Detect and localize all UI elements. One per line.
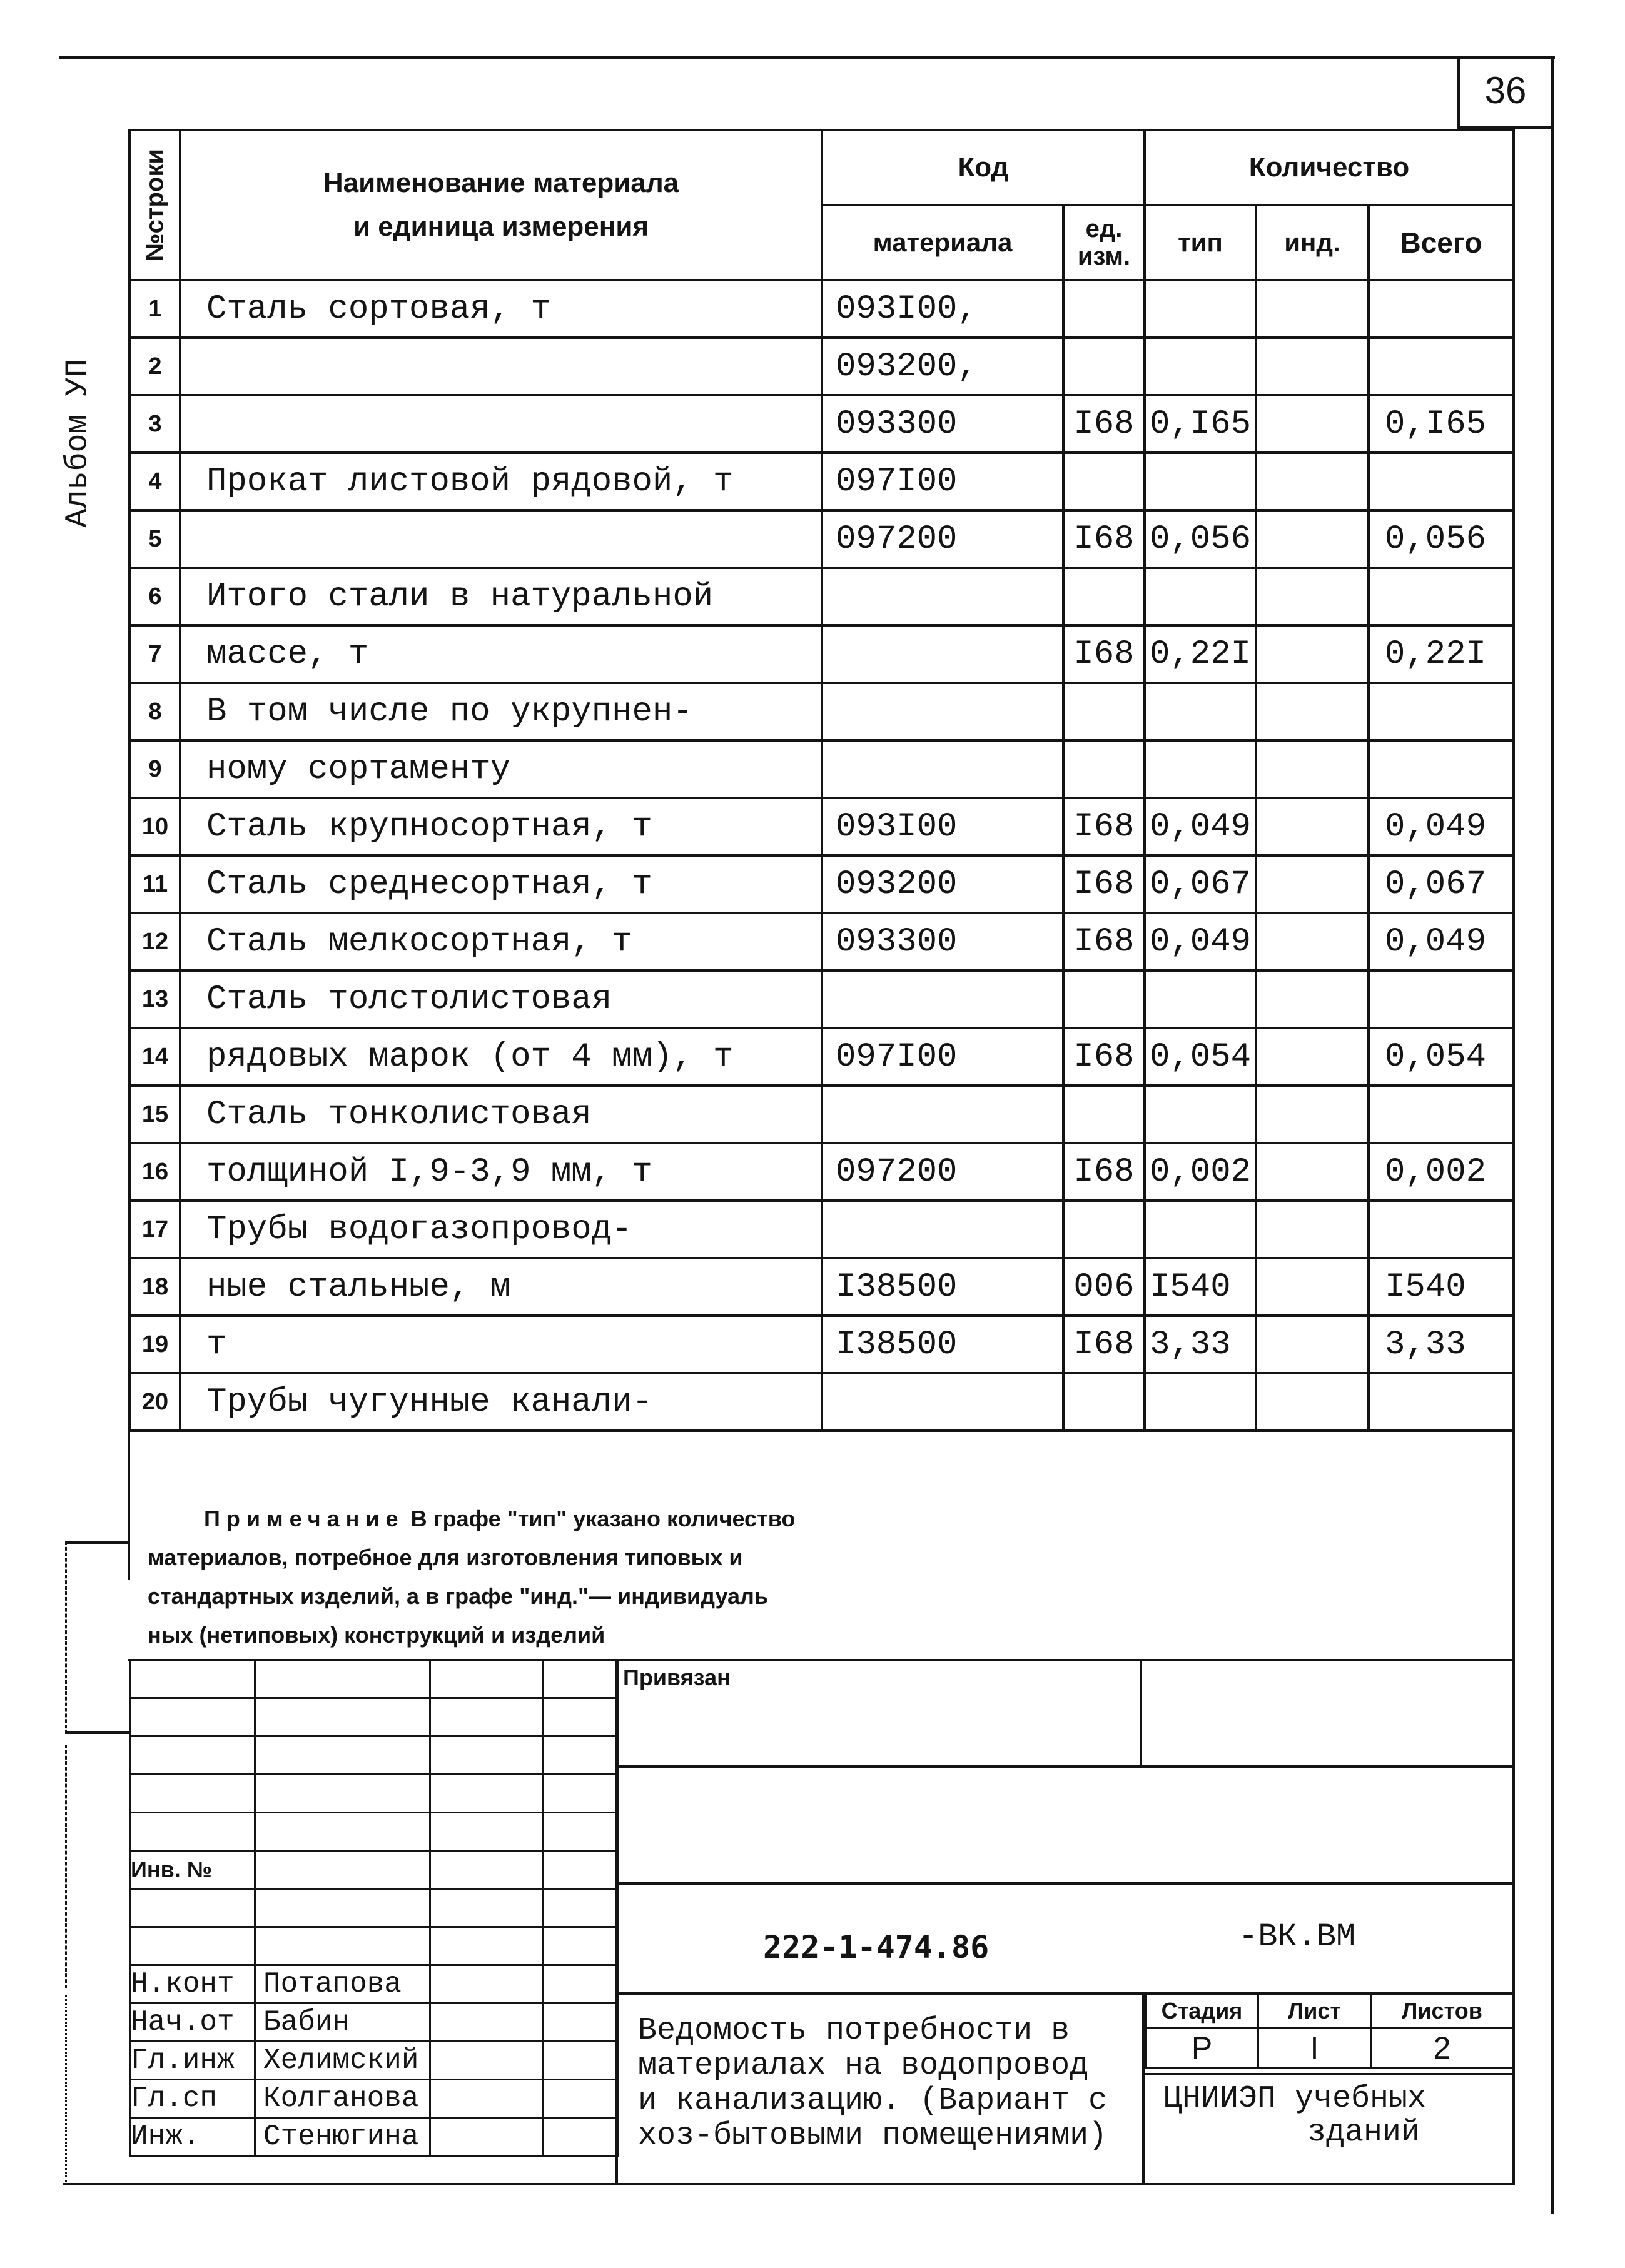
signature-grid-row xyxy=(130,2118,618,2156)
row-name: толщиной I,9-3,9 мм, т xyxy=(180,1143,822,1201)
row-code: I38500 xyxy=(822,1258,1063,1316)
row-name: ному сортаменту xyxy=(180,740,822,798)
signature-role: Нач.от xyxy=(130,2003,255,2042)
row-qty-type xyxy=(1145,1201,1256,1258)
row-code: 093300 xyxy=(822,395,1063,453)
sheet-label: Лист xyxy=(1258,1993,1371,2029)
row-unit: I68 xyxy=(1063,1028,1145,1086)
signature-name: Колганова xyxy=(255,2080,430,2118)
row-number: 12 xyxy=(130,913,180,970)
row-qty-total: 3,33 xyxy=(1369,1316,1514,1373)
row-qty-ind xyxy=(1256,395,1369,453)
note-label: Примечание xyxy=(204,1506,405,1531)
code-top-line xyxy=(617,1882,1512,1885)
signature-name: Потапова xyxy=(255,1965,430,2003)
signature-grid-cell xyxy=(130,1927,255,1965)
table-row xyxy=(130,1028,1514,1086)
table-row xyxy=(130,683,1514,740)
signature-grid-cell xyxy=(543,1660,618,1698)
signature-grid-row xyxy=(130,1965,618,2003)
row-name xyxy=(180,510,822,568)
signature-name: Хелимский xyxy=(255,2042,430,2080)
header-material-name xyxy=(180,130,822,280)
note-block xyxy=(148,1499,1086,1655)
row-qty-total xyxy=(1369,568,1514,625)
signature-grid xyxy=(129,1659,619,2157)
row-unit xyxy=(1063,1201,1145,1258)
row-number: 18 xyxy=(130,1258,180,1316)
table-row xyxy=(130,395,1514,453)
row-name xyxy=(180,338,822,395)
row-qty-total: 0,I65 xyxy=(1369,395,1514,453)
signature-grid-row xyxy=(130,1813,618,1851)
row-qty-total: 0,067 xyxy=(1369,855,1514,913)
signature-grid-cell xyxy=(543,1851,618,1889)
signature-grid-cell xyxy=(430,2080,543,2118)
row-qty-total xyxy=(1369,338,1514,395)
row-qty-total xyxy=(1369,1201,1514,1258)
left-margin-line xyxy=(65,1745,67,1988)
signature-name: Стенюгина xyxy=(255,2118,430,2156)
page-number: 36 xyxy=(1484,69,1527,111)
row-qty-total xyxy=(1369,1373,1514,1431)
signature-grid-row xyxy=(130,2080,618,2118)
signature-grid-cell xyxy=(130,1698,255,1736)
row-code xyxy=(822,625,1063,683)
table-row xyxy=(130,1201,1514,1258)
doc-code: 222-1-474.86 xyxy=(763,1929,990,1965)
org-name xyxy=(1163,2082,1426,2150)
row-qty-type xyxy=(1145,970,1256,1028)
left-margin-box-2 xyxy=(65,1995,129,2182)
row-qty-ind xyxy=(1256,1143,1369,1201)
table-row xyxy=(130,798,1514,855)
row-qty-type: 0,049 xyxy=(1145,798,1256,855)
sheet-value: I xyxy=(1258,2029,1371,2068)
row-qty-ind xyxy=(1256,798,1369,855)
header-code: Код xyxy=(822,130,1145,205)
signature-grid-cell xyxy=(430,1965,543,2003)
row-code xyxy=(822,1373,1063,1431)
table-row xyxy=(130,1258,1514,1316)
attached-label: Привязан xyxy=(623,1665,731,1690)
row-code: 093200, xyxy=(822,338,1063,395)
row-qty-type: 0,049 xyxy=(1145,913,1256,970)
header-unit-line1: ед. xyxy=(1085,215,1123,243)
table-row xyxy=(130,338,1514,395)
signature-grid-cell xyxy=(543,2080,618,2118)
row-unit xyxy=(1063,280,1145,338)
signature-grid-cell xyxy=(130,1813,255,1851)
signature-grid-row xyxy=(130,1698,618,1736)
row-number: 3 xyxy=(130,395,180,453)
row-number: 7 xyxy=(130,625,180,683)
row-number: 20 xyxy=(130,1373,180,1431)
header-qty-ind: инд. xyxy=(1256,205,1369,280)
header-name-line1: Наименование материала xyxy=(323,168,679,198)
attached-bottom-line xyxy=(617,1765,1512,1768)
row-number: 2 xyxy=(130,338,180,395)
row-unit xyxy=(1063,970,1145,1028)
inv-label: Инв. № xyxy=(130,1851,255,1889)
row-unit xyxy=(1063,1086,1145,1143)
row-qty-ind xyxy=(1256,855,1369,913)
row-qty-type xyxy=(1145,740,1256,798)
row-name: т xyxy=(180,1316,822,1373)
signature-grid-cell xyxy=(130,1660,255,1698)
signature-grid-cell xyxy=(255,1927,430,1965)
header-unit-line2: изм. xyxy=(1077,243,1131,270)
row-qty-ind xyxy=(1256,1316,1369,1373)
row-number: 10 xyxy=(130,798,180,855)
row-qty-total: 0,054 xyxy=(1369,1028,1514,1086)
row-code: 093200 xyxy=(822,855,1063,913)
note-line1 xyxy=(148,1499,1086,1538)
row-unit: 006 xyxy=(1063,1258,1145,1316)
signature-grid-cell xyxy=(430,1660,543,1698)
row-qty-type xyxy=(1145,453,1256,510)
signature-grid-cell xyxy=(130,1889,255,1927)
signature-grid-cell xyxy=(255,1736,430,1775)
row-qty-type xyxy=(1145,1086,1256,1143)
attached-divider xyxy=(1140,1659,1142,1767)
row-qty-type xyxy=(1145,338,1256,395)
table-row xyxy=(130,1316,1514,1373)
row-code xyxy=(822,970,1063,1028)
row-number: 8 xyxy=(130,683,180,740)
row-unit: I68 xyxy=(1063,1143,1145,1201)
materials-table xyxy=(129,129,1515,1432)
row-name: Сталь сортовая, т xyxy=(180,280,822,338)
table-row xyxy=(130,568,1514,625)
note-line3: стандартных изделий, а в графе "инд."— индивидуаль xyxy=(148,1583,769,1609)
note-line4: ных (нетиповых) конструкций и изделий xyxy=(148,1622,605,1648)
signature-grid-cell xyxy=(430,1813,543,1851)
row-qty-total xyxy=(1369,280,1514,338)
row-qty-total xyxy=(1369,453,1514,510)
row-number: 11 xyxy=(130,855,180,913)
row-qty-type: 0,054 xyxy=(1145,1028,1256,1086)
signature-grid-cell xyxy=(430,2118,543,2156)
table-row xyxy=(130,855,1514,913)
row-qty-ind xyxy=(1256,625,1369,683)
signature-grid-row xyxy=(130,1736,618,1775)
row-code: 097I00 xyxy=(822,453,1063,510)
row-qty-total xyxy=(1369,740,1514,798)
signature-grid-cell xyxy=(430,1698,543,1736)
row-unit xyxy=(1063,683,1145,740)
sheets-value: 2 xyxy=(1371,2029,1514,2068)
signature-grid-cell xyxy=(430,1736,543,1775)
row-code: 093I00 xyxy=(822,798,1063,855)
row-number: 17 xyxy=(130,1201,180,1258)
row-unit xyxy=(1063,338,1145,395)
header-quantity: Количество xyxy=(1145,130,1514,205)
row-code xyxy=(822,683,1063,740)
row-number: 13 xyxy=(130,970,180,1028)
table-row xyxy=(130,510,1514,568)
top-frame-line xyxy=(59,56,1555,59)
row-number: 1 xyxy=(130,280,180,338)
table-row xyxy=(130,453,1514,510)
row-unit: I68 xyxy=(1063,1316,1145,1373)
signature-grid-cell xyxy=(543,1889,618,1927)
row-name: В том числе по укрупнен- xyxy=(180,683,822,740)
row-qty-type: 3,33 xyxy=(1145,1316,1256,1373)
signature-grid-cell xyxy=(130,1775,255,1813)
row-qty-ind xyxy=(1256,568,1369,625)
left-margin-box-1 xyxy=(65,1541,129,1734)
signature-role: Гл.инж xyxy=(130,2042,255,2080)
row-qty-total: I540 xyxy=(1369,1258,1514,1316)
row-code: 093I00, xyxy=(822,280,1063,338)
row-qty-total xyxy=(1369,970,1514,1028)
row-qty-total: 0,056 xyxy=(1369,510,1514,568)
row-qty-ind xyxy=(1256,740,1369,798)
signature-grid-cell xyxy=(255,1775,430,1813)
row-name xyxy=(180,395,822,453)
row-unit xyxy=(1063,1373,1145,1431)
row-qty-type xyxy=(1145,683,1256,740)
row-code: 097I00 xyxy=(822,1028,1063,1086)
row-unit: I68 xyxy=(1063,625,1145,683)
row-number: 6 xyxy=(130,568,180,625)
row-qty-total: 0,002 xyxy=(1369,1143,1514,1201)
row-name: Сталь среднесортная, т xyxy=(180,855,822,913)
signature-grid-cell xyxy=(430,1775,543,1813)
signature-grid-cell xyxy=(255,1660,430,1698)
row-name: ные стальные, м xyxy=(180,1258,822,1316)
row-qty-type: 0,I65 xyxy=(1145,395,1256,453)
row-qty-type: I540 xyxy=(1145,1258,1256,1316)
stamp-mid-line xyxy=(1142,2073,1512,2075)
bottom-frame-line xyxy=(63,2183,1512,2185)
row-number: 14 xyxy=(130,1028,180,1086)
org-line1: ЦНИИЭП учебных xyxy=(1163,2081,1427,2117)
right-frame-line xyxy=(1551,56,1554,2214)
row-number: 5 xyxy=(130,510,180,568)
row-qty-ind xyxy=(1256,1258,1369,1316)
row-qty-total xyxy=(1369,1086,1514,1143)
signature-grid-row xyxy=(130,1927,618,1965)
row-code: 097200 xyxy=(822,510,1063,568)
row-qty-total xyxy=(1369,683,1514,740)
row-name: Трубы чугунные канали- xyxy=(180,1373,822,1431)
signature-grid-cell xyxy=(543,1927,618,1965)
table-row xyxy=(130,970,1514,1028)
signature-grid-cell xyxy=(430,1851,543,1889)
header-name-line2: и единица измерения xyxy=(353,211,649,242)
table-row xyxy=(130,1373,1514,1431)
signature-grid-row xyxy=(130,1889,618,1927)
row-name: массе, т xyxy=(180,625,822,683)
signature-grid-cell xyxy=(543,1813,618,1851)
row-unit xyxy=(1063,740,1145,798)
row-qty-ind xyxy=(1256,453,1369,510)
row-qty-ind xyxy=(1256,1028,1369,1086)
stage-value: Р xyxy=(1146,2029,1258,2068)
row-unit xyxy=(1063,453,1145,510)
row-name: Итого стали в натуральной xyxy=(180,568,822,625)
row-code xyxy=(822,1201,1063,1258)
desc-line2: материалах на водопровод xyxy=(638,2048,1089,2084)
row-qty-total: 0,049 xyxy=(1369,913,1514,970)
doc-suffix: -ВК.ВМ xyxy=(1238,1918,1356,1955)
doc-description xyxy=(638,2013,1107,2154)
row-code: 097200 xyxy=(822,1143,1063,1201)
row-number: 19 xyxy=(130,1316,180,1373)
note-text1: В графе "тип" указано количество xyxy=(410,1506,796,1531)
row-number: 9 xyxy=(130,740,180,798)
row-unit: I68 xyxy=(1063,798,1145,855)
row-unit: I68 xyxy=(1063,395,1145,453)
header-qty-type: тип xyxy=(1145,205,1256,280)
row-number: 4 xyxy=(130,453,180,510)
row-qty-total: 0,22I xyxy=(1369,625,1514,683)
desc-line1: Ведомость потребности в xyxy=(638,2013,1070,2049)
header-code-material: материала xyxy=(822,205,1063,280)
signature-grid-cell xyxy=(543,1775,618,1813)
row-name: Сталь толстолистовая xyxy=(180,970,822,1028)
row-qty-type xyxy=(1145,280,1256,338)
header-row-no xyxy=(130,130,180,280)
row-qty-type: 0,067 xyxy=(1145,855,1256,913)
desc-line4: хоз-бытовыми помещениями) xyxy=(638,2118,1108,2154)
row-name: Прокат листовой рядовой, т xyxy=(180,453,822,510)
row-number: 16 xyxy=(130,1143,180,1201)
signature-role: Н.конт xyxy=(130,1965,255,2003)
header-unit xyxy=(1063,205,1145,280)
row-qty-ind xyxy=(1256,683,1369,740)
row-name: Сталь мелкосортная, т xyxy=(180,913,822,970)
header-qty-total: Всего xyxy=(1369,205,1514,280)
row-name: Трубы водогазопровод- xyxy=(180,1201,822,1258)
row-unit: I68 xyxy=(1063,855,1145,913)
org-line2: зданий xyxy=(1307,2115,1420,2150)
signature-grid-cell xyxy=(543,1965,618,2003)
header-row-no-text: №строки xyxy=(141,149,169,261)
signature-grid-cell xyxy=(543,1736,618,1775)
row-qty-type: 0,002 xyxy=(1145,1143,1256,1201)
signature-grid-cell xyxy=(255,1813,430,1851)
row-name: Сталь тонколистовая xyxy=(180,1086,822,1143)
row-number: 15 xyxy=(130,1086,180,1143)
signature-grid-cell xyxy=(430,2042,543,2080)
signature-grid-cell xyxy=(430,2003,543,2042)
row-qty-type: 0,056 xyxy=(1145,510,1256,568)
row-name: рядовых марок (от 4 мм), т xyxy=(180,1028,822,1086)
signature-grid-row xyxy=(130,1660,618,1698)
row-qty-ind xyxy=(1256,1086,1369,1143)
signature-role: Гл.сп xyxy=(130,2080,255,2118)
signature-grid-cell xyxy=(543,2118,618,2156)
signature-name: Бабин xyxy=(255,2003,430,2042)
stage-label: Стадия xyxy=(1146,1993,1258,2029)
row-code xyxy=(822,568,1063,625)
row-qty-ind xyxy=(1256,510,1369,568)
signature-grid-cell xyxy=(255,1889,430,1927)
table-row xyxy=(130,625,1514,683)
row-unit xyxy=(1063,568,1145,625)
signature-grid-cell xyxy=(130,1736,255,1775)
signature-grid-row xyxy=(130,1775,618,1813)
row-qty-type xyxy=(1145,1373,1256,1431)
table-row xyxy=(130,1143,1514,1201)
sheets-label: Листов xyxy=(1371,1993,1514,2029)
table-row xyxy=(130,280,1514,338)
signature-grid-row xyxy=(130,2042,618,2080)
row-qty-type: 0,22I xyxy=(1145,625,1256,683)
row-code: 093300 xyxy=(822,913,1063,970)
signature-grid-cell xyxy=(543,1698,618,1736)
row-code xyxy=(822,1086,1063,1143)
note-line2: материалов, потребное для изготовления типовых и xyxy=(148,1545,743,1570)
table-row xyxy=(130,740,1514,798)
row-qty-ind xyxy=(1256,913,1369,970)
row-code: I38500 xyxy=(822,1316,1063,1373)
row-qty-ind xyxy=(1256,338,1369,395)
row-qty-ind xyxy=(1256,970,1369,1028)
side-label: Альбом УП xyxy=(60,358,96,528)
signature-grid-cell xyxy=(255,1851,430,1889)
signature-role: Инж. xyxy=(130,2118,255,2156)
signature-grid-cell xyxy=(543,2003,618,2042)
page-number-box xyxy=(1457,56,1551,129)
desc-line3: и канализацию. (Вариант с xyxy=(638,2083,1108,2119)
row-code xyxy=(822,740,1063,798)
signature-grid-row xyxy=(130,1851,618,1889)
row-qty-total: 0,049 xyxy=(1369,798,1514,855)
row-qty-ind xyxy=(1256,1201,1369,1258)
signature-grid-cell xyxy=(543,2042,618,2080)
stage-stamp xyxy=(1145,1992,1514,2069)
row-qty-ind xyxy=(1256,280,1369,338)
row-qty-type xyxy=(1145,568,1256,625)
row-unit: I68 xyxy=(1063,510,1145,568)
table-row xyxy=(130,913,1514,970)
signature-grid-row xyxy=(130,2003,618,2042)
row-qty-ind xyxy=(1256,1373,1369,1431)
row-name: Сталь крупносортная, т xyxy=(180,798,822,855)
row-unit: I68 xyxy=(1063,913,1145,970)
signature-grid-cell xyxy=(255,1698,430,1736)
signature-grid-cell xyxy=(430,1927,543,1965)
signature-grid-cell xyxy=(430,1889,543,1927)
table-row xyxy=(130,1086,1514,1143)
